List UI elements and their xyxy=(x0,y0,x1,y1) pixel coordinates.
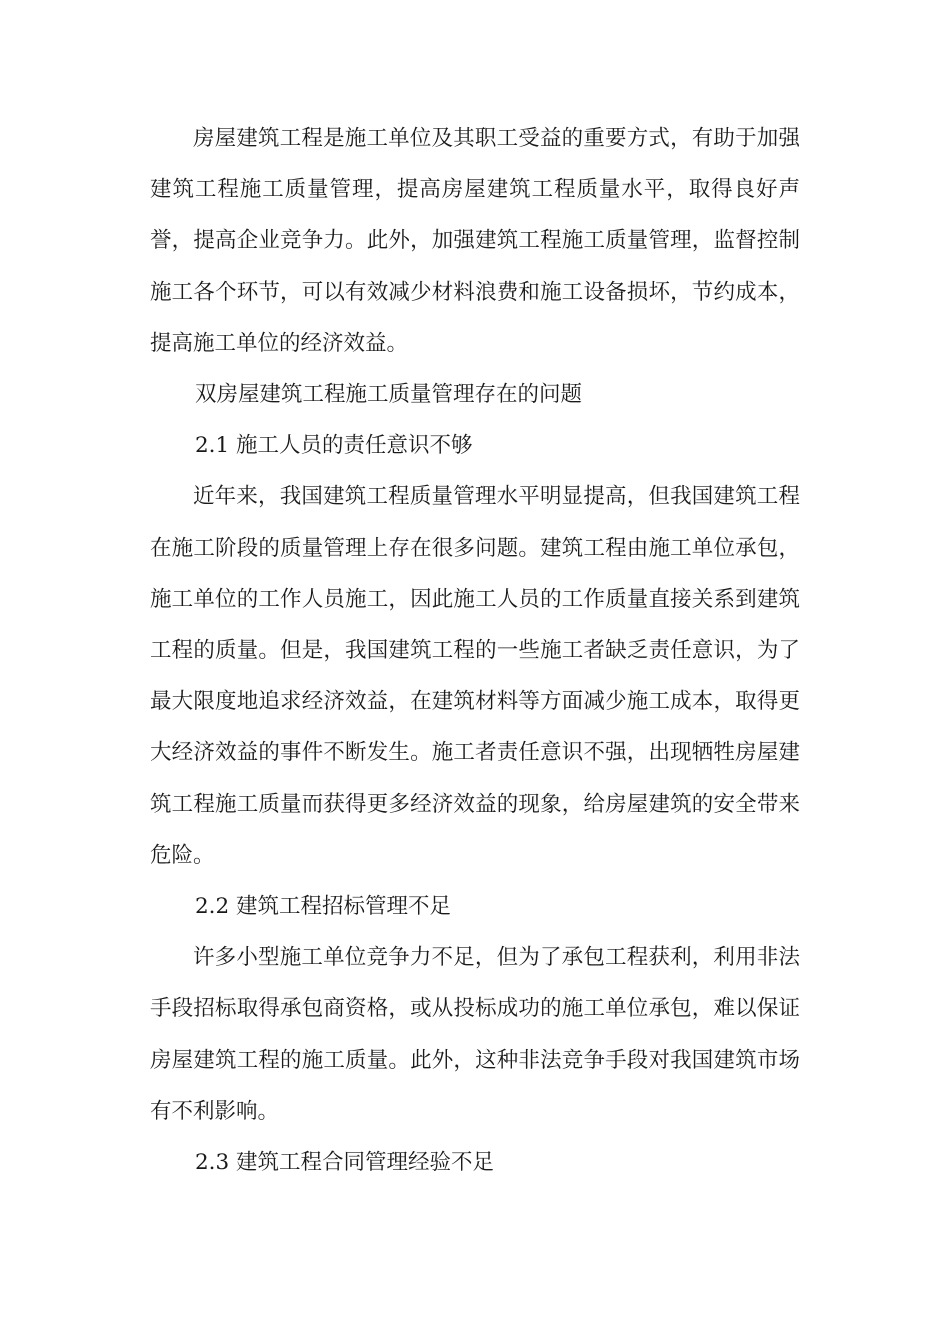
paragraph-quality-benefits: 房屋建筑工程是施工单位及其职工受益的重要方式，有助于加强建筑工程施工质量管理，提高房屋建筑工程质量水平，取得良好声誉，提高企业竞争力。此外，加强建筑工程施工质量管理，监督控制施工各个环节，可以有效减少材料浪费和施工设备损坏，节约成本，提高施工单位的经济效益。 xyxy=(150,126,800,356)
paragraph-bidding: 许多小型施工单位竞争力不足，但为了承包工程获利，利用非法手段招标取得承包商资格，或从投标成功的施工单位承包，难以保证房屋建筑工程的施工质量。此外，这种非法竞争手段对我国建筑市场有不利影响。 xyxy=(150,945,800,1124)
paragraph-responsibility: 近年来，我国建筑工程质量管理水平明显提高，但我国建筑工程在施工阶段的质量管理上存在很多问题。建筑工程由施工单位承包，施工单位的工作人员施工，因此施工人员的工作质量直接关系到建筑工程的质量。但是，我国建筑工程的一些施工者缺乏责任意识，为了最大限度地追求经济效益，在建筑材料等方面减少施工成本，取得更大经济效益的事件不断发生。施工者责任意识不强，出现牺牲房屋建筑工程施工质量而获得更多经济效益的现象，给房屋建筑的安全带来危险。 xyxy=(150,484,800,868)
subsection-heading-2-3: 2.3 建筑工程合同管理经验不足 xyxy=(195,1150,495,1176)
document-body xyxy=(150,113,800,1188)
subsection-heading-2-1: 2.1 施工人员的责任意识不够 xyxy=(195,433,473,459)
subsection-heading-2-2: 2.2 建筑工程招标管理不足 xyxy=(195,894,452,920)
section-heading-problems: 双房屋建筑工程施工质量管理存在的问题 xyxy=(195,382,583,408)
